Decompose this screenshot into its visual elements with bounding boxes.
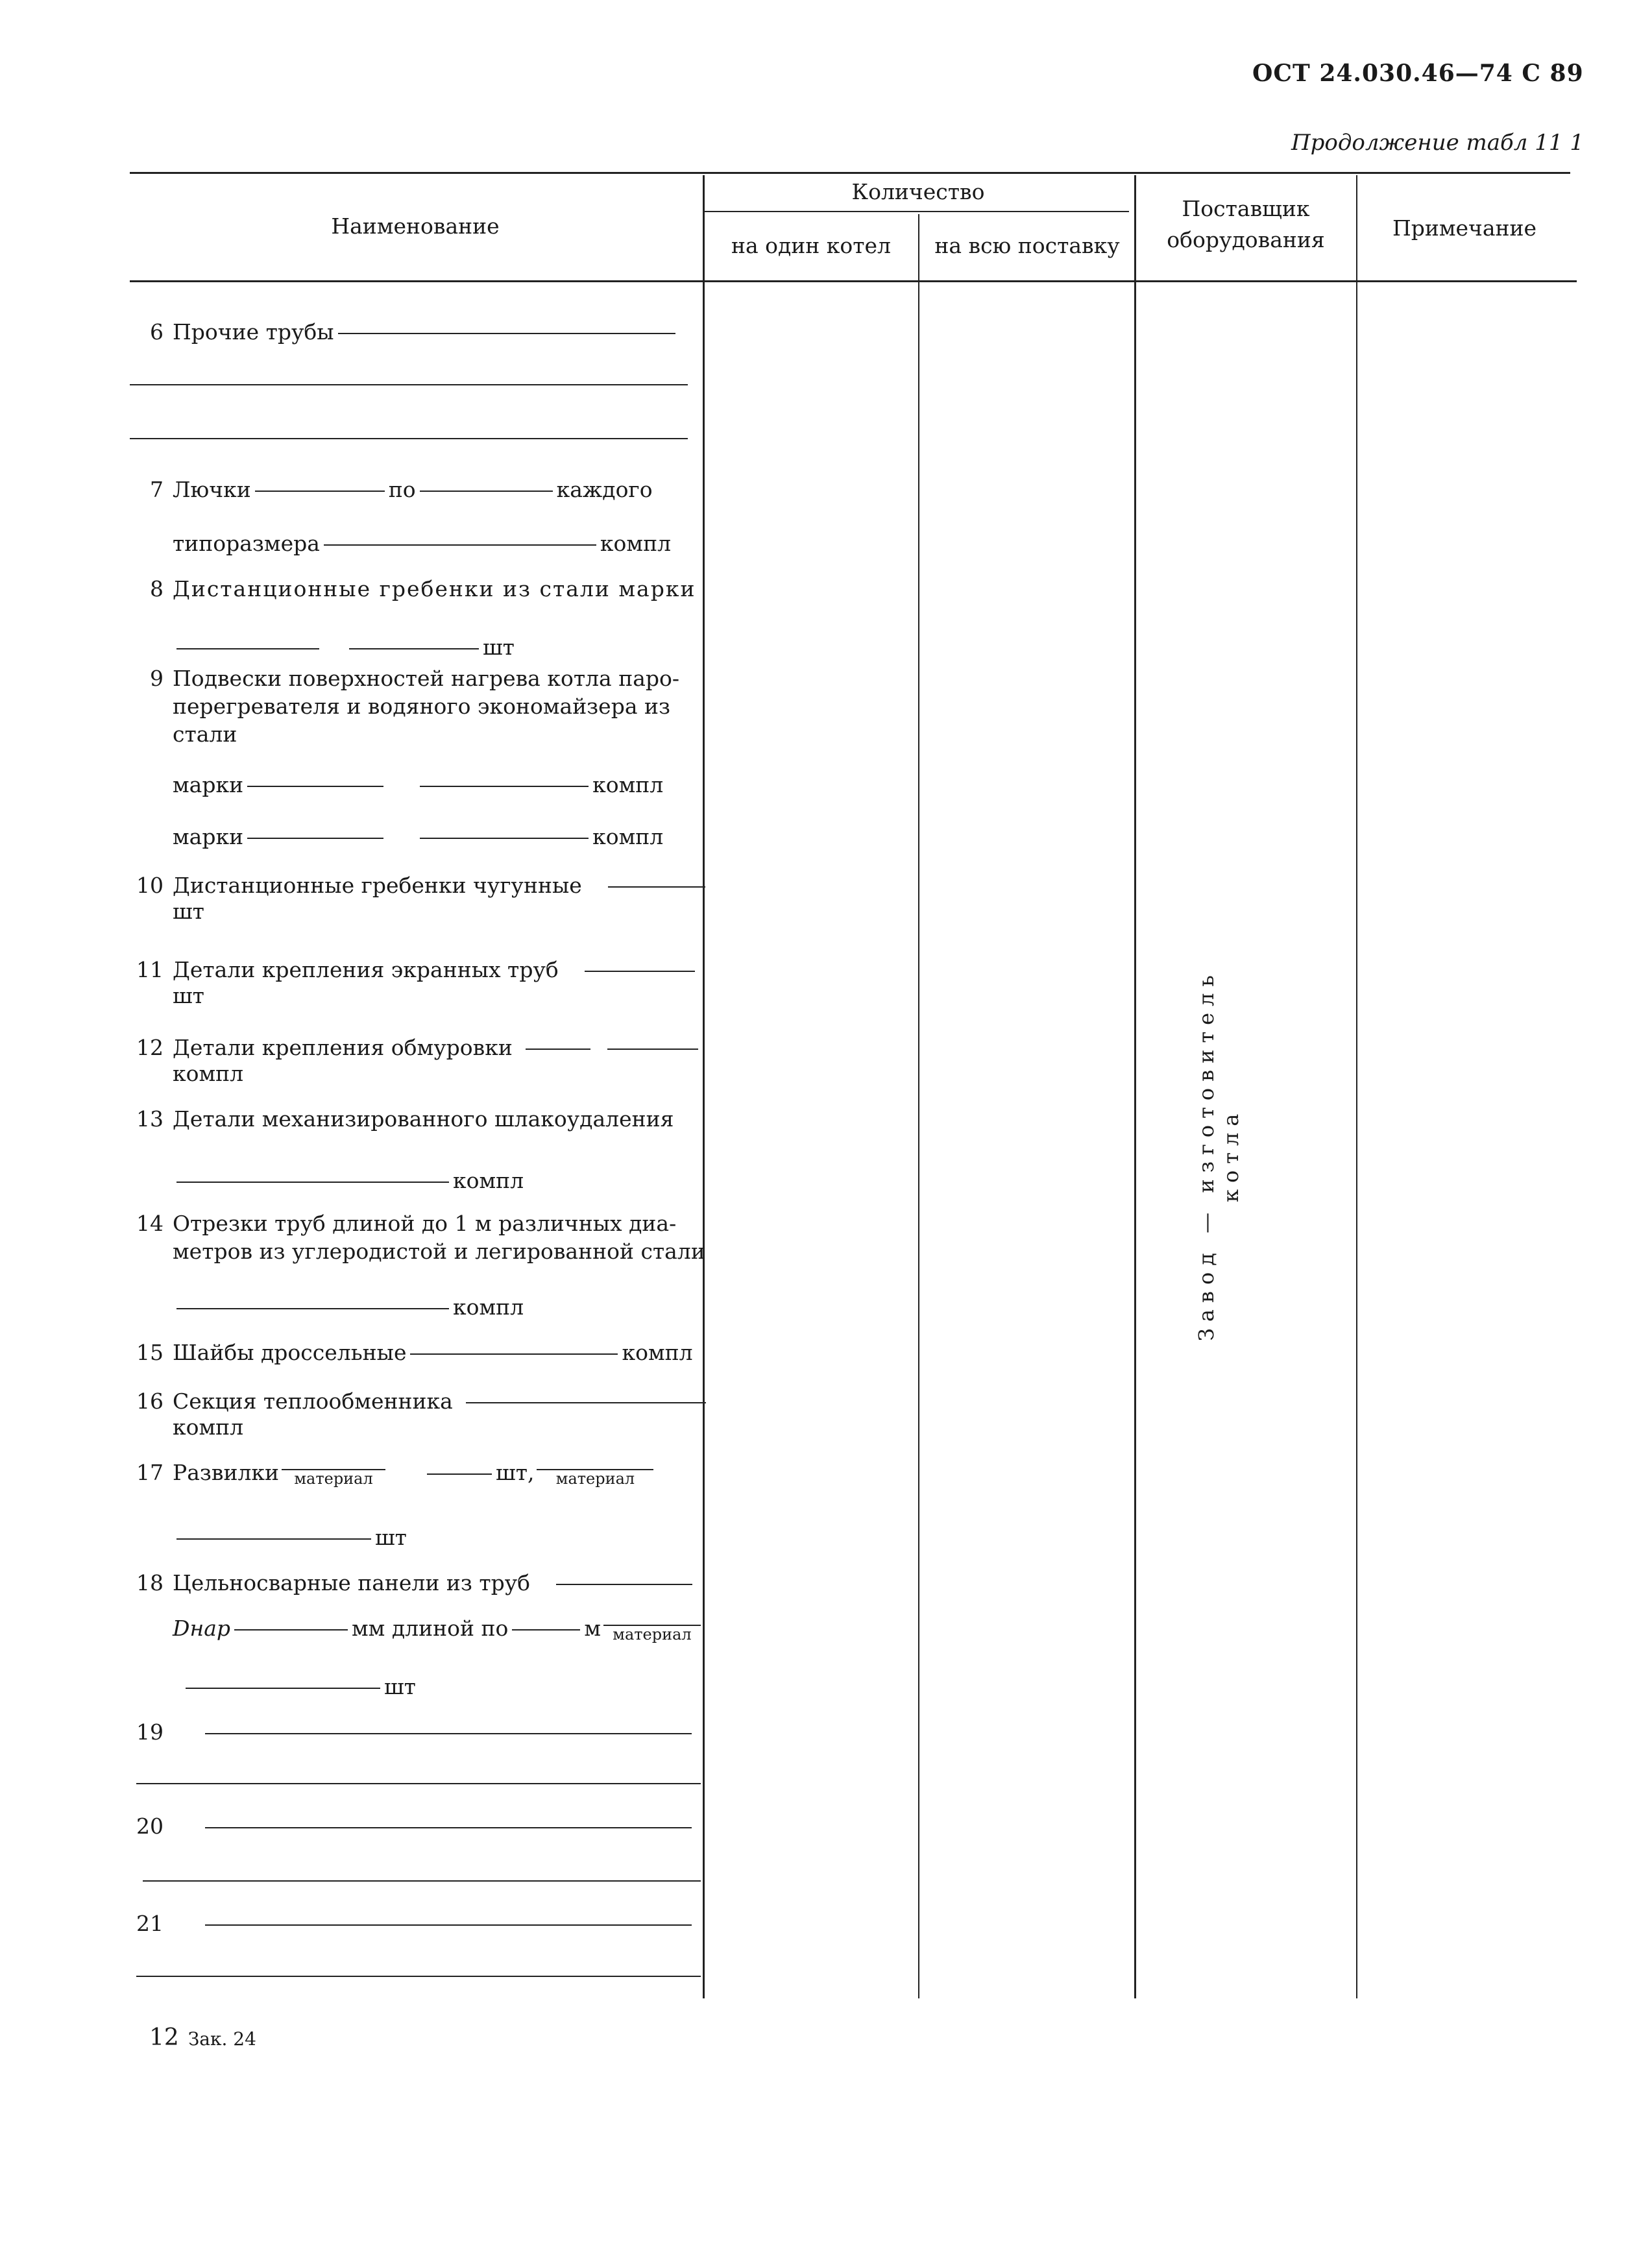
row-text: каждого — [556, 477, 653, 502]
row-number: 9 — [150, 666, 164, 691]
row-15 — [130, 1340, 693, 1366]
quantity-subrule — [704, 211, 1129, 212]
row-12 — [130, 1035, 702, 1086]
row-text: марки — [173, 772, 244, 797]
col-divider-1 — [703, 175, 705, 1998]
fill-line — [466, 1402, 706, 1403]
row-text: марки — [173, 824, 244, 849]
row-text: по — [388, 477, 416, 502]
header-name: Наименование — [331, 213, 500, 239]
header-per-delivery: на всю поставку — [934, 233, 1120, 258]
row-unit: компл — [453, 1294, 524, 1320]
fill-line — [186, 1688, 380, 1689]
fill-line — [420, 786, 589, 787]
blank-line — [136, 1976, 701, 1977]
fill-line — [526, 1049, 590, 1050]
blank-line — [130, 438, 688, 439]
row-13 — [130, 1106, 674, 1132]
row-text: Детали механизированного шлакоудаления — [173, 1106, 674, 1132]
fill-line — [338, 333, 675, 334]
row-text: перегревателя и водяного экономайзера из — [173, 693, 670, 719]
row-8 — [130, 576, 696, 602]
row-18 — [130, 1570, 696, 1596]
row-unit: шт — [375, 1525, 407, 1550]
row-text: Секция теплообменника — [173, 1388, 453, 1414]
row-9 — [130, 665, 679, 749]
header-per-boiler: на один котел — [731, 233, 892, 258]
row-number: 12 — [136, 1035, 164, 1060]
comma: , — [527, 1460, 535, 1485]
page-number: 12 — [149, 2024, 179, 2051]
row-number: 14 — [136, 1211, 164, 1236]
page-footer — [149, 2024, 256, 2051]
row-11 — [130, 957, 699, 1008]
header-quantity: Количество — [851, 179, 985, 204]
row-text: стали — [173, 721, 237, 747]
fill-line — [324, 544, 596, 546]
row-text: м — [584, 1616, 601, 1641]
row-unit: компл — [592, 772, 664, 797]
row-unit: шт — [384, 1674, 416, 1699]
row-9-mark-2 — [173, 824, 663, 850]
row-unit: шт — [496, 1460, 528, 1485]
row-unit: шт — [173, 982, 204, 1008]
fill-line — [234, 1629, 348, 1631]
row-number: 21 — [136, 1911, 164, 1936]
row-text: Дистанционные гребенки из стали марки — [173, 576, 696, 601]
row-number: 11 — [136, 957, 164, 982]
blank-line — [143, 1880, 701, 1882]
row-number: 20 — [136, 1813, 164, 1839]
row-7-cont — [173, 531, 671, 557]
fill-line — [427, 1473, 492, 1475]
row-19 — [130, 1719, 696, 1745]
fill-line — [247, 786, 383, 787]
table-continuation-label: Продолжение табл 11 1 — [1291, 130, 1584, 156]
row-16 — [130, 1388, 710, 1440]
row-14-cont — [173, 1294, 524, 1320]
row-6 — [130, 319, 679, 345]
fill-line — [410, 1353, 618, 1355]
row-17-cont — [173, 1525, 407, 1551]
row-text: Подвески поверхностей нагрева котла паро- — [173, 666, 680, 691]
row-text: метров из углеродистой и легированной стали — [173, 1238, 705, 1264]
material-fraction — [603, 1617, 701, 1643]
row-17 — [130, 1460, 656, 1487]
row-text: Отрезки труб длиной до 1 м различных диа- — [173, 1211, 677, 1236]
fill-line — [176, 1538, 371, 1540]
header-supplier-line1: Поставщик — [1182, 196, 1310, 221]
fill-line — [205, 1827, 692, 1828]
fill-line — [176, 648, 319, 649]
fill-line — [607, 1049, 698, 1050]
row-text: Детали крепления экранных труб — [173, 957, 559, 982]
row-number: 6 — [150, 319, 164, 345]
row-text: Лючки — [173, 477, 251, 502]
row-number: 19 — [136, 1719, 164, 1745]
row-unit: компл — [622, 1340, 693, 1365]
supplier-vertical-label: Завод — изготовитель котла — [1194, 969, 1243, 1341]
row-text: Развилки — [173, 1460, 280, 1485]
fill-line — [556, 1584, 692, 1585]
fill-line — [176, 1308, 449, 1309]
fill-line — [585, 971, 695, 972]
order-number: Зак. 24 — [188, 2028, 256, 2050]
row-number: 17 — [136, 1460, 164, 1485]
header-note: Примечание — [1392, 215, 1537, 241]
material-fraction — [537, 1461, 653, 1487]
row-text: Шайбы дроссельные — [173, 1340, 407, 1365]
row-text: Детали крепления обмуровки — [173, 1035, 513, 1060]
row-unit: компл — [173, 1060, 244, 1086]
row-21 — [130, 1911, 696, 1937]
fill-line — [205, 1733, 692, 1734]
row-18-cont — [182, 1674, 416, 1700]
row-unit: компл — [453, 1168, 524, 1193]
row-7 — [130, 477, 653, 503]
fill-line — [537, 1461, 653, 1470]
fill-line — [608, 886, 705, 888]
fill-line — [282, 1461, 385, 1470]
row-number: 18 — [136, 1570, 164, 1595]
row-text: мм длиной по — [352, 1616, 509, 1641]
fill-line — [247, 838, 383, 839]
fill-line — [255, 491, 385, 492]
row-14 — [130, 1210, 705, 1266]
header-supplier — [1136, 193, 1356, 256]
blank-line — [130, 384, 688, 385]
row-text: типоразмера — [173, 531, 320, 556]
row-text: Дистанционные гребенки чугунные — [173, 873, 582, 898]
fill-line — [512, 1629, 580, 1631]
header-bottom-rule — [130, 280, 1577, 282]
row-8-cont — [173, 635, 515, 661]
fill-line — [205, 1924, 692, 1926]
row-unit: шт — [173, 898, 204, 924]
row-unit: компл — [592, 824, 664, 849]
row-text: Прочие трубы — [173, 319, 334, 345]
col-divider-4 — [1356, 175, 1357, 1998]
material-label: материал — [555, 1469, 635, 1488]
col-divider-2 — [918, 214, 919, 1998]
row-text: Dнар — [173, 1616, 230, 1641]
fill-line — [420, 838, 589, 839]
row-number: 16 — [136, 1388, 164, 1414]
blank-line — [136, 1783, 701, 1784]
row-unit: шт — [483, 635, 515, 660]
row-text: Цельносварные панели из труб — [173, 1570, 531, 1595]
material-label: материал — [613, 1625, 692, 1643]
row-13-cont — [173, 1168, 524, 1194]
row-20 — [130, 1813, 696, 1839]
row-unit: компл — [600, 531, 672, 556]
row-unit: компл — [173, 1414, 244, 1440]
row-number: 8 — [150, 576, 164, 601]
fill-line — [176, 1182, 449, 1183]
row-10 — [130, 873, 709, 924]
document-code: ОСТ 24.030.46—74 С 89 — [1252, 60, 1584, 87]
material-fraction — [282, 1461, 385, 1487]
fill-line — [603, 1617, 701, 1626]
fill-line — [420, 491, 553, 492]
header-supplier-line2: оборудования — [1167, 226, 1325, 252]
row-9-mark-1 — [173, 772, 663, 798]
fill-line — [349, 648, 479, 649]
row-18-dims — [173, 1616, 703, 1643]
row-number: 7 — [150, 477, 164, 502]
row-number: 13 — [136, 1106, 164, 1132]
table-top-rule — [130, 172, 1570, 174]
row-number: 15 — [136, 1340, 164, 1365]
material-label: материал — [294, 1469, 373, 1488]
col-divider-3 — [1134, 175, 1136, 1998]
row-number: 10 — [136, 873, 164, 898]
